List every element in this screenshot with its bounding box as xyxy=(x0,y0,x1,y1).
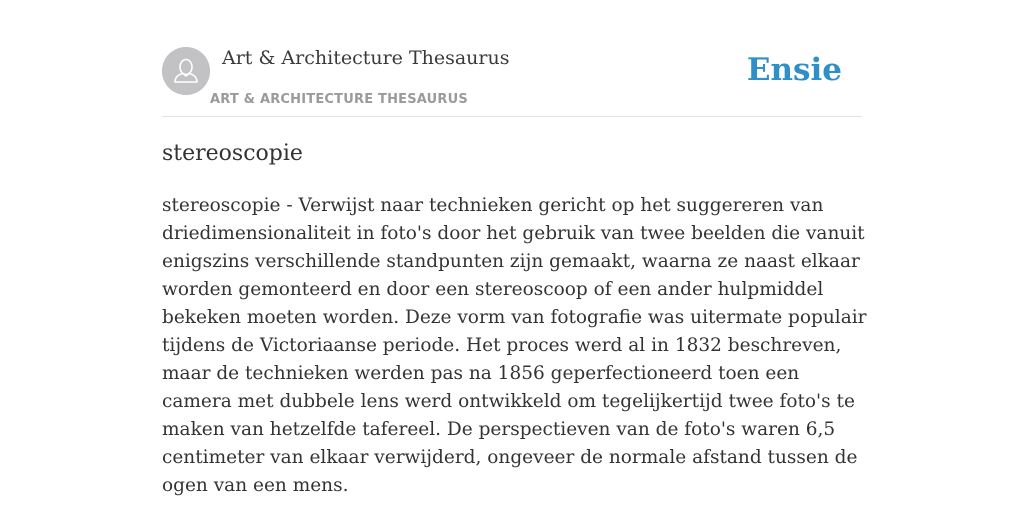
user-avatar-icon-graphic xyxy=(162,47,210,95)
term-title: stereoscopie xyxy=(162,141,303,166)
source-subtitle: ART & ARCHITECTURE THESAURUS xyxy=(210,92,468,107)
brand-logo[interactable]: Ensie xyxy=(746,52,842,88)
definition-text: stereoscopie - Verwijst naar technieken gericht op het suggereren van driedimensionaliteit in foto's door het gebruik van twee beelden die vanuit enigszins verschillende standpunten zijn gemaakt, waarna ze naast elkaar worden gemonteerd en door een stereoscoop of een ander hulpmiddel bekeken moeten worden. Deze vorm van fotografie was uitermate populair tijdens de Victoriaanse periode. Het proces werd al in 1832 beschreven, maar de technieken werden pas na 1856 geperfectioneerd toen een camera met dubbele lens werd ontwikkeld om tegelijkertijd twee foto's te maken van hetzelfde tafereel. De perspectieven van de foto's waren 6,5 centimeter van elkaar verwijderd, ongeveer de normale afstand tussen de ogen van een mens. xyxy=(162,195,867,496)
source-title-link[interactable]: Art & Architecture Thesaurus xyxy=(222,47,510,69)
header xyxy=(162,46,862,117)
user-avatar-icon[interactable] xyxy=(162,47,210,95)
